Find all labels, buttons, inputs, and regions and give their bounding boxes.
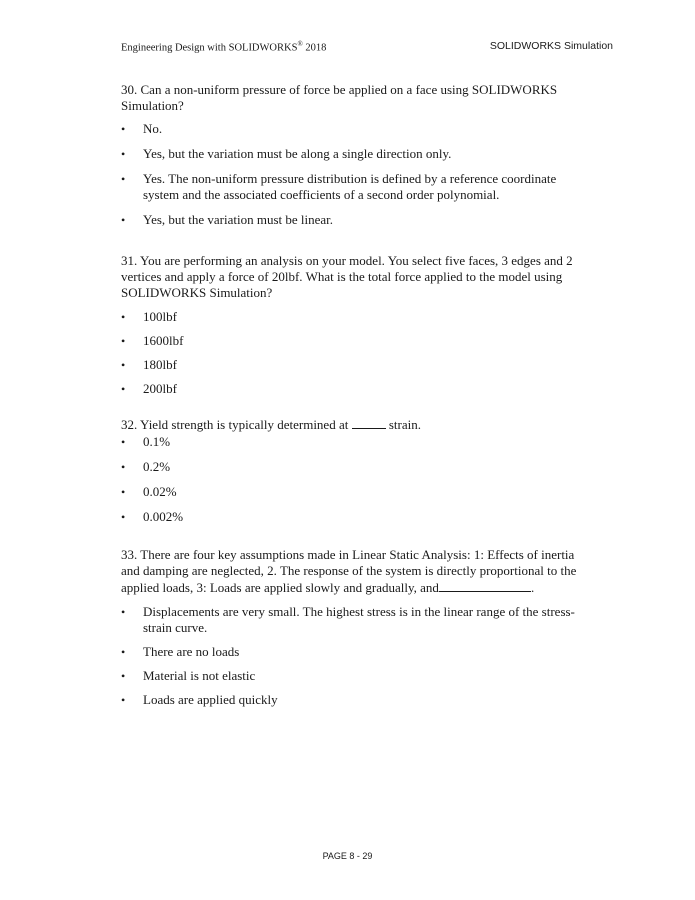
question-text-end: . (530, 580, 535, 595)
book-title-year: 2018 (302, 42, 327, 54)
fill-in-blank (439, 579, 531, 592)
book-title (121, 40, 326, 54)
registered-mark: ® (297, 40, 303, 48)
answer-option (121, 509, 591, 525)
answer-text: 0.1% (143, 434, 171, 449)
answer-options (121, 121, 591, 228)
answer-option (121, 212, 591, 228)
answer-option (121, 381, 591, 397)
answer-text: 0.002% (143, 509, 184, 524)
bullet-icon: • (121, 485, 126, 499)
answer-option (121, 604, 591, 636)
answer-option (121, 459, 591, 475)
bullet-icon: • (121, 213, 126, 227)
bullet-icon: • (121, 669, 126, 683)
section-title: SOLIDWORKS Simulation (489, 40, 613, 52)
answer-option (121, 357, 591, 373)
question-text: 30. Can a non-uniform pressure of force be applied on a face using SOLIDWORKS Simulation? (121, 82, 558, 113)
bullet-icon: • (121, 645, 126, 659)
bullet-icon: • (121, 382, 126, 396)
bullet-icon: • (121, 122, 126, 136)
bullet-icon: • (121, 693, 126, 707)
book-title-main: Engineering Design with SOLIDWORKS (121, 42, 298, 54)
bullet-icon: • (121, 358, 126, 372)
answer-option (121, 434, 591, 450)
answer-text: Material is not elastic (143, 668, 256, 683)
answer-text: 0.2% (143, 459, 171, 474)
question-30 (121, 82, 591, 228)
answer-options (121, 309, 591, 397)
answer-text: Displacements are very small. The highest stress is in the linear range of the stress-strain curve. (143, 604, 575, 635)
question-31 (121, 253, 591, 397)
question-text-start: 33. There are four key assumptions made in Linear Static Analysis: 1: Effects of inertia and damping are neglected, 2. The response of the system is directly proportional to the applied loads, 3: Loads are applied slowly and gradually, and (121, 547, 577, 595)
answer-option (121, 146, 591, 162)
answer-options (121, 604, 591, 708)
answer-text: 0.02% (143, 484, 177, 499)
bullet-icon: • (121, 147, 126, 161)
answer-option (121, 121, 591, 137)
bullet-icon: • (121, 172, 126, 186)
answer-option (121, 333, 591, 349)
question-text: 31. You are performing an analysis on your model. You select five faces, 3 edges and 2 vertices and apply a force of 20lbf. What is the total force applied to the model using SOLIDWORKS Simulation? (121, 253, 573, 300)
answer-text: Loads are applied quickly (143, 692, 278, 707)
bullet-icon: • (121, 435, 126, 449)
answer-text: There are no loads (143, 644, 240, 659)
answer-text: Yes, but the variation must be linear. (143, 212, 334, 227)
answer-option (121, 644, 591, 660)
answer-options (121, 434, 591, 525)
answer-text: 180lbf (143, 357, 177, 372)
answer-option (121, 484, 591, 500)
bullet-icon: • (121, 310, 126, 324)
answer-text: Yes. The non-uniform pressure distribution is defined by a reference coordinate system and the associated coefficients of a second order polynomial. (143, 171, 557, 202)
question-33 (121, 547, 591, 708)
answer-option (121, 171, 591, 203)
answer-text: Yes, but the variation must be along a single direction only. (143, 146, 452, 161)
answer-text: 100lbf (143, 309, 177, 324)
answer-text: 200lbf (143, 381, 177, 396)
bullet-icon: • (121, 510, 126, 524)
question-32 (121, 416, 591, 525)
fill-in-blank (352, 416, 386, 429)
bullet-icon: • (121, 334, 126, 348)
question-text (121, 416, 591, 433)
bullet-icon: • (121, 605, 126, 619)
answer-text: No. (143, 121, 163, 136)
answer-option (121, 309, 591, 325)
page-number: PAGE 8 - 29 (322, 851, 373, 861)
answer-option (121, 668, 591, 684)
question-text (121, 547, 591, 596)
question-text-end: strain. (388, 417, 421, 432)
answer-text: 1600lbf (143, 333, 184, 348)
answer-option (121, 692, 591, 708)
bullet-icon: • (121, 460, 126, 474)
question-text-start: 32. Yield strength is typically determined at (121, 417, 349, 432)
